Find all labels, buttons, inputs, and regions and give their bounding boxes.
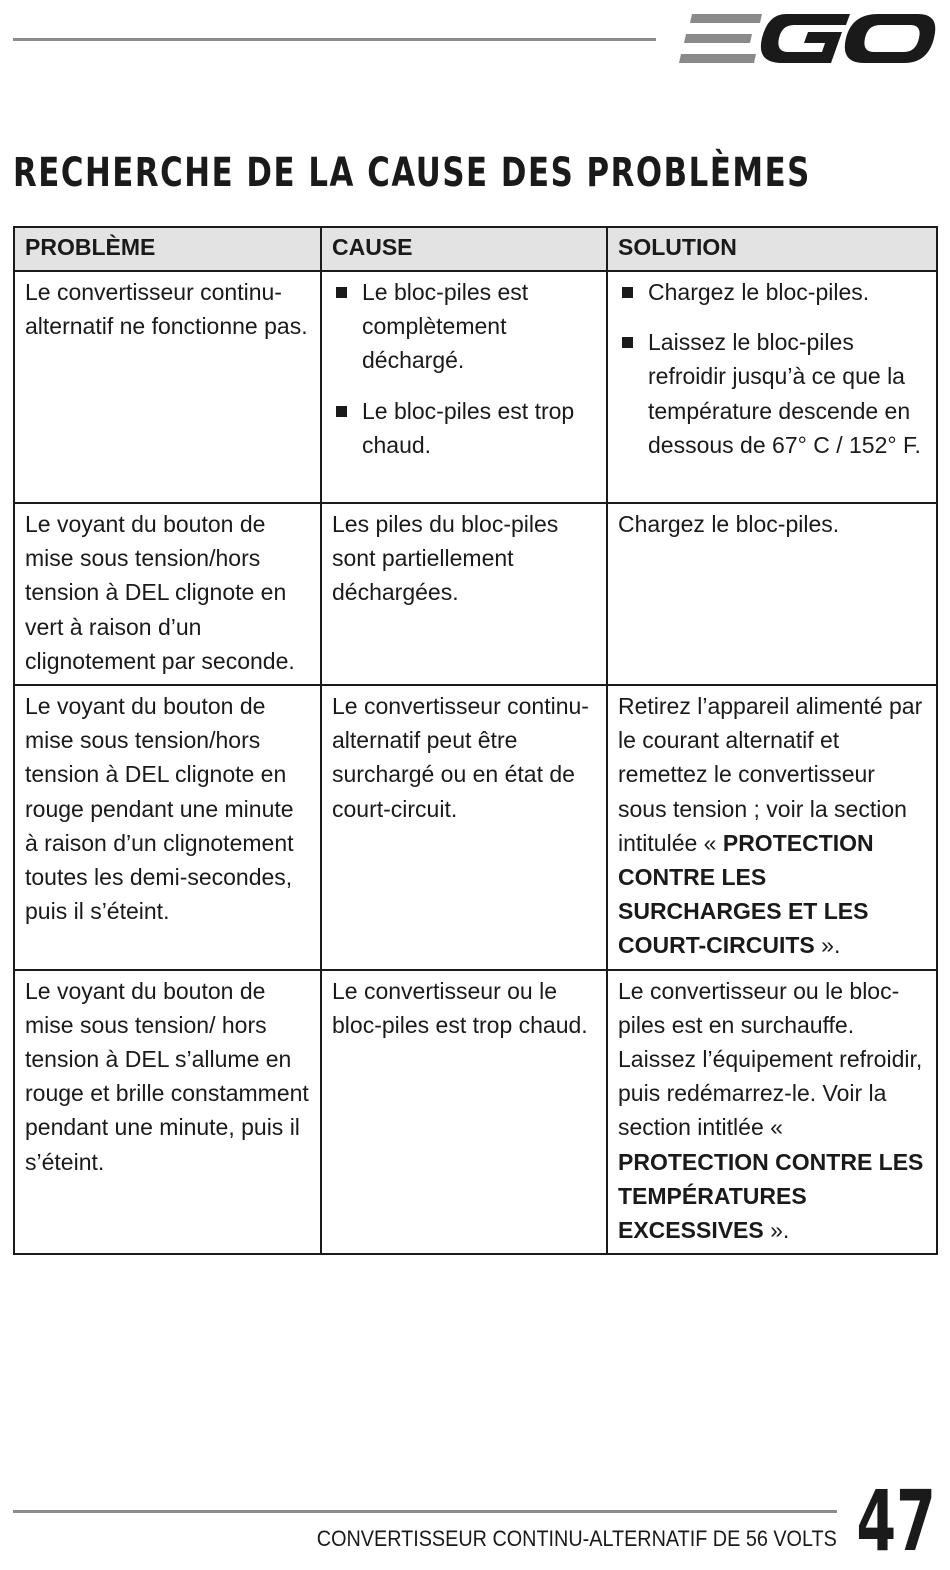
solution-bullet-item: Chargez le bloc-piles. (618, 275, 926, 309)
solution-list (618, 275, 926, 462)
solution-cell (607, 271, 937, 503)
solution-text-end: ». (763, 1217, 790, 1244)
ego-logo-icon (678, 10, 936, 68)
solution-cell (607, 970, 937, 1255)
table-row (14, 970, 937, 1255)
solution-cell: Chargez le bloc-piles. (607, 503, 937, 685)
troubleshooting-table (13, 226, 938, 1255)
solution-text-end: ». (814, 932, 841, 959)
probleme-cell: Le convertisseur continu-alternatif ne fonctionne pas. (14, 271, 321, 503)
solution-text: Le convertisseur ou le bloc-piles est en surchauffe. Laissez l’équipement refroidir, puis redémarrez-le. Voir la section intitlée « (618, 977, 923, 1141)
table-row (14, 685, 937, 970)
footer-rule (13, 1510, 837, 1513)
cause-cell: Les piles du bloc-piles sont partiellement déchargées. (321, 503, 607, 685)
cause-cell: Le convertisseur continu-alternatif peut être surchargé ou en état de court-circuit. (321, 685, 607, 970)
page-number: 47 (856, 1472, 936, 1570)
table-header-row (14, 227, 937, 271)
solution-text: Retirez l’appareil alimenté par le courant alternatif et remettez le convertisseur sous tension ; voir la section intitulée « (618, 693, 923, 856)
header-solution: SOLUTION (607, 227, 937, 271)
probleme-cell: Le voyant du bouton de mise sous tension/hors tension à DEL clignote en vert à raison d’un clignotement par seconde. (14, 503, 321, 685)
table-row (14, 271, 937, 503)
page-title: RECHERCHE DE LA CAUSE DES PROBLÈMES (13, 150, 811, 196)
solution-cell (607, 685, 937, 970)
solution-bullet-item: Laissez le bloc-piles refroidir jusqu’à ce que la température descende en dessous de 67° C / 152° F. (618, 325, 926, 462)
section-reference: PROTECTION CONTRE LES TEMPÉRATURES EXCESSIVES (618, 1148, 924, 1244)
section-reference: PROTECTION CONTRE LES SURCHARGES ET LES COURT-CIRCUITS (618, 829, 874, 959)
header-cause: CAUSE (321, 227, 607, 271)
cause-cell: Le convertisseur ou le bloc-piles est trop chaud. (321, 970, 607, 1255)
cause-list (332, 275, 596, 462)
cause-cell (321, 271, 607, 503)
probleme-cell: Le voyant du bouton de mise sous tension/hors tension à DEL clignote en rouge pendant une minute à raison d’un clignotement toutes les demi-secondes, puis il s’éteint. (14, 685, 321, 970)
footer-product-name: CONVERTISSEUR CONTINU-ALTERNATIF DE 56 VOLTS (316, 1526, 837, 1551)
cause-bullet-item: Le bloc-piles est complètement déchargé. (332, 275, 596, 378)
header-probleme: PROBLÈME (14, 227, 321, 271)
cause-bullet-item: Le bloc-piles est trop chaud. (332, 394, 596, 462)
probleme-cell: Le voyant du bouton de mise sous tension/ hors tension à DEL s’allume en rouge et brille constamment pendant une minute, puis il s’éteint. (14, 970, 321, 1255)
table-row (14, 503, 937, 685)
header-rule (13, 38, 656, 41)
